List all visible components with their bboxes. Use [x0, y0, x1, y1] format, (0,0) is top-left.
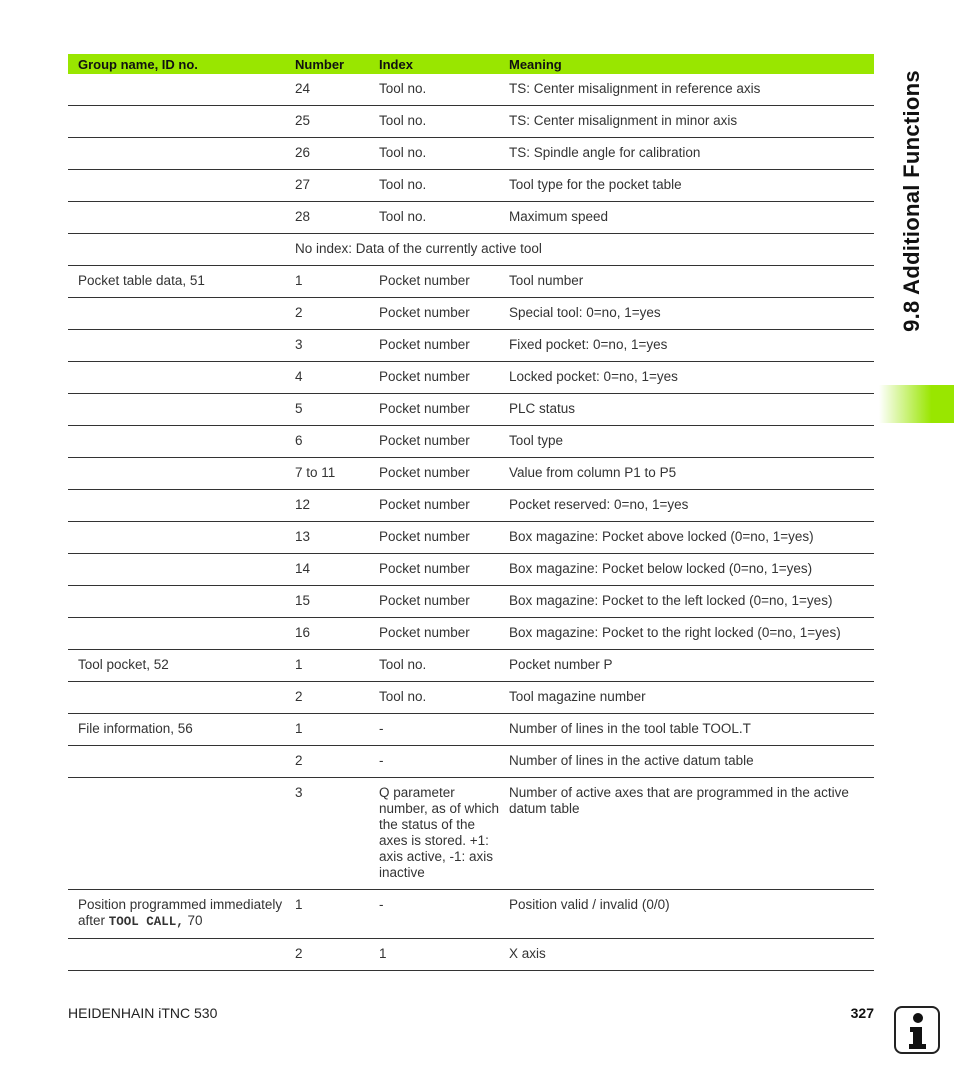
cell-group: Tool pocket, 52	[68, 650, 295, 682]
cell-meaning: Position valid / invalid (0/0)	[509, 890, 874, 939]
table-body	[68, 74, 874, 971]
group-text: Position programmed immediately after	[78, 897, 283, 928]
cell-index: Pocket number	[379, 394, 509, 426]
cell-group	[68, 746, 295, 778]
cell-meaning: Tool type for the pocket table	[509, 170, 874, 202]
table-row	[68, 298, 874, 330]
cell-meaning: Fixed pocket: 0=no, 1=yes	[509, 330, 874, 362]
cell-index: -	[379, 746, 509, 778]
table-row	[68, 890, 874, 939]
cell-number: 27	[295, 170, 379, 202]
cell-meaning: X axis	[509, 939, 874, 971]
table-row	[68, 586, 874, 618]
cell-number: 15	[295, 586, 379, 618]
cell-index: Pocket number	[379, 490, 509, 522]
cell-number: 6	[295, 426, 379, 458]
cell-meaning: TS: Center misalignment in reference axis	[509, 74, 874, 106]
cell-index: Tool no.	[379, 106, 509, 138]
cell-group	[68, 138, 295, 170]
cell-number: 1	[295, 890, 379, 939]
table-row	[68, 458, 874, 490]
cell-number: 26	[295, 138, 379, 170]
cell-meaning: Value from column P1 to P5	[509, 458, 874, 490]
cell-number: 1	[295, 266, 379, 298]
table-row	[68, 939, 874, 971]
table-row	[68, 234, 874, 266]
cell-group	[68, 458, 295, 490]
table-row	[68, 714, 874, 746]
cell-number: 2	[295, 298, 379, 330]
cell-meaning: Pocket reserved: 0=no, 1=yes	[509, 490, 874, 522]
cell-number: 2	[295, 682, 379, 714]
cell-meaning: TS: Spindle angle for calibration	[509, 138, 874, 170]
cell-meaning: Locked pocket: 0=no, 1=yes	[509, 362, 874, 394]
cell-group	[68, 618, 295, 650]
cell-index: -	[379, 890, 509, 939]
cell-group	[68, 234, 295, 266]
cell-number: 2	[295, 746, 379, 778]
table-row	[68, 778, 874, 890]
cell-group	[68, 890, 295, 939]
cell-group	[68, 522, 295, 554]
cell-index: Tool no.	[379, 170, 509, 202]
cell-group	[68, 74, 295, 106]
cell-number: 28	[295, 202, 379, 234]
cell-number: 5	[295, 394, 379, 426]
cell-meaning: Box magazine: Pocket above locked (0=no, 1=yes)	[509, 522, 874, 554]
cell-group: File information, 56	[68, 714, 295, 746]
cell-meaning: Tool type	[509, 426, 874, 458]
cell-index: Pocket number	[379, 618, 509, 650]
header-number: Number	[295, 54, 379, 74]
cell-index: Pocket number	[379, 266, 509, 298]
cell-index: Pocket number	[379, 298, 509, 330]
cell-index: Tool no.	[379, 138, 509, 170]
cell-number: 16	[295, 618, 379, 650]
table-header	[68, 54, 874, 74]
cell-number: 24	[295, 74, 379, 106]
cell-index: -	[379, 714, 509, 746]
cell-number: 1	[295, 714, 379, 746]
cell-group	[68, 170, 295, 202]
cell-group	[68, 106, 295, 138]
chapter-tab-marker	[879, 385, 954, 423]
table-row	[68, 682, 874, 714]
cell-index: Tool no.	[379, 682, 509, 714]
table-row	[68, 138, 874, 170]
cell-meaning: TS: Center misalignment in minor axis	[509, 106, 874, 138]
cell-group	[68, 330, 295, 362]
chapter-section-title	[897, 53, 927, 348]
cell-number: 1	[295, 650, 379, 682]
cell-index: Pocket number	[379, 458, 509, 490]
cell-number: 2	[295, 939, 379, 971]
cell-meaning: Tool number	[509, 266, 874, 298]
parameter-table	[68, 54, 874, 971]
cell-group: Pocket table data, 51	[68, 266, 295, 298]
table-row	[68, 426, 874, 458]
cell-number: 7 to 11	[295, 458, 379, 490]
table-row	[68, 202, 874, 234]
cell-number: 4	[295, 362, 379, 394]
cell-index: Pocket number	[379, 522, 509, 554]
header-meaning: Meaning	[509, 54, 874, 74]
cell-note: No index: Data of the currently active tool	[295, 234, 874, 266]
cell-group	[68, 682, 295, 714]
cell-meaning: Tool magazine number	[509, 682, 874, 714]
footer-manual-name: HEIDENHAIN iTNC 530	[68, 1005, 218, 1021]
table-row	[68, 394, 874, 426]
table-row	[68, 330, 874, 362]
cell-group	[68, 490, 295, 522]
table-row	[68, 266, 874, 298]
cell-index: Pocket number	[379, 362, 509, 394]
cell-number: 12	[295, 490, 379, 522]
cell-meaning: Number of lines in the tool table TOOL.T	[509, 714, 874, 746]
cell-meaning: PLC status	[509, 394, 874, 426]
cell-meaning: Box magazine: Pocket to the left locked (0=no, 1=yes)	[509, 586, 874, 618]
table-row	[68, 522, 874, 554]
cell-number: 25	[295, 106, 379, 138]
table-row	[68, 650, 874, 682]
group-id: 70	[183, 913, 203, 928]
cell-index: Tool no.	[379, 74, 509, 106]
cell-meaning: Maximum speed	[509, 202, 874, 234]
cell-group	[68, 426, 295, 458]
cell-number: 3	[295, 330, 379, 362]
cell-index: Q parameter number, as of which the status of the axes is stored. +1: axis active, -1: axis inactive	[379, 778, 509, 890]
table-row	[68, 170, 874, 202]
cell-meaning: Box magazine: Pocket below locked (0=no, 1=yes)	[509, 554, 874, 586]
cell-number: 3	[295, 778, 379, 890]
table-row	[68, 746, 874, 778]
cell-group	[68, 202, 295, 234]
cell-group	[68, 778, 295, 890]
table-row	[68, 362, 874, 394]
table-row	[68, 490, 874, 522]
cell-meaning: Number of active axes that are programmed in the active datum table	[509, 778, 874, 890]
table-row	[68, 618, 874, 650]
header-index: Index	[379, 54, 509, 74]
cell-index: Tool no.	[379, 650, 509, 682]
tool-call-code: TOOL CALL,	[108, 915, 184, 929]
section-title-text: 9.8 Additional Functions	[899, 69, 924, 332]
table-row	[68, 74, 874, 106]
cell-number: 13	[295, 522, 379, 554]
cell-group	[68, 554, 295, 586]
cell-meaning: Box magazine: Pocket to the right locked (0=no, 1=yes)	[509, 618, 874, 650]
cell-number: 14	[295, 554, 379, 586]
cell-index: Pocket number	[379, 554, 509, 586]
cell-meaning: Special tool: 0=no, 1=yes	[509, 298, 874, 330]
cell-meaning: Number of lines in the active datum table	[509, 746, 874, 778]
cell-index: 1	[379, 939, 509, 971]
cell-meaning: Pocket number P	[509, 650, 874, 682]
table-row	[68, 106, 874, 138]
page-number: 327	[850, 1005, 874, 1021]
cell-group	[68, 586, 295, 618]
cell-index: Pocket number	[379, 330, 509, 362]
cell-group	[68, 362, 295, 394]
cell-index: Pocket number	[379, 426, 509, 458]
header-group: Group name, ID no.	[68, 54, 295, 74]
cell-group	[68, 298, 295, 330]
cell-group	[68, 394, 295, 426]
info-icon	[894, 1006, 940, 1054]
cell-group	[68, 939, 295, 971]
cell-index: Tool no.	[379, 202, 509, 234]
cell-index: Pocket number	[379, 586, 509, 618]
table-row	[68, 554, 874, 586]
